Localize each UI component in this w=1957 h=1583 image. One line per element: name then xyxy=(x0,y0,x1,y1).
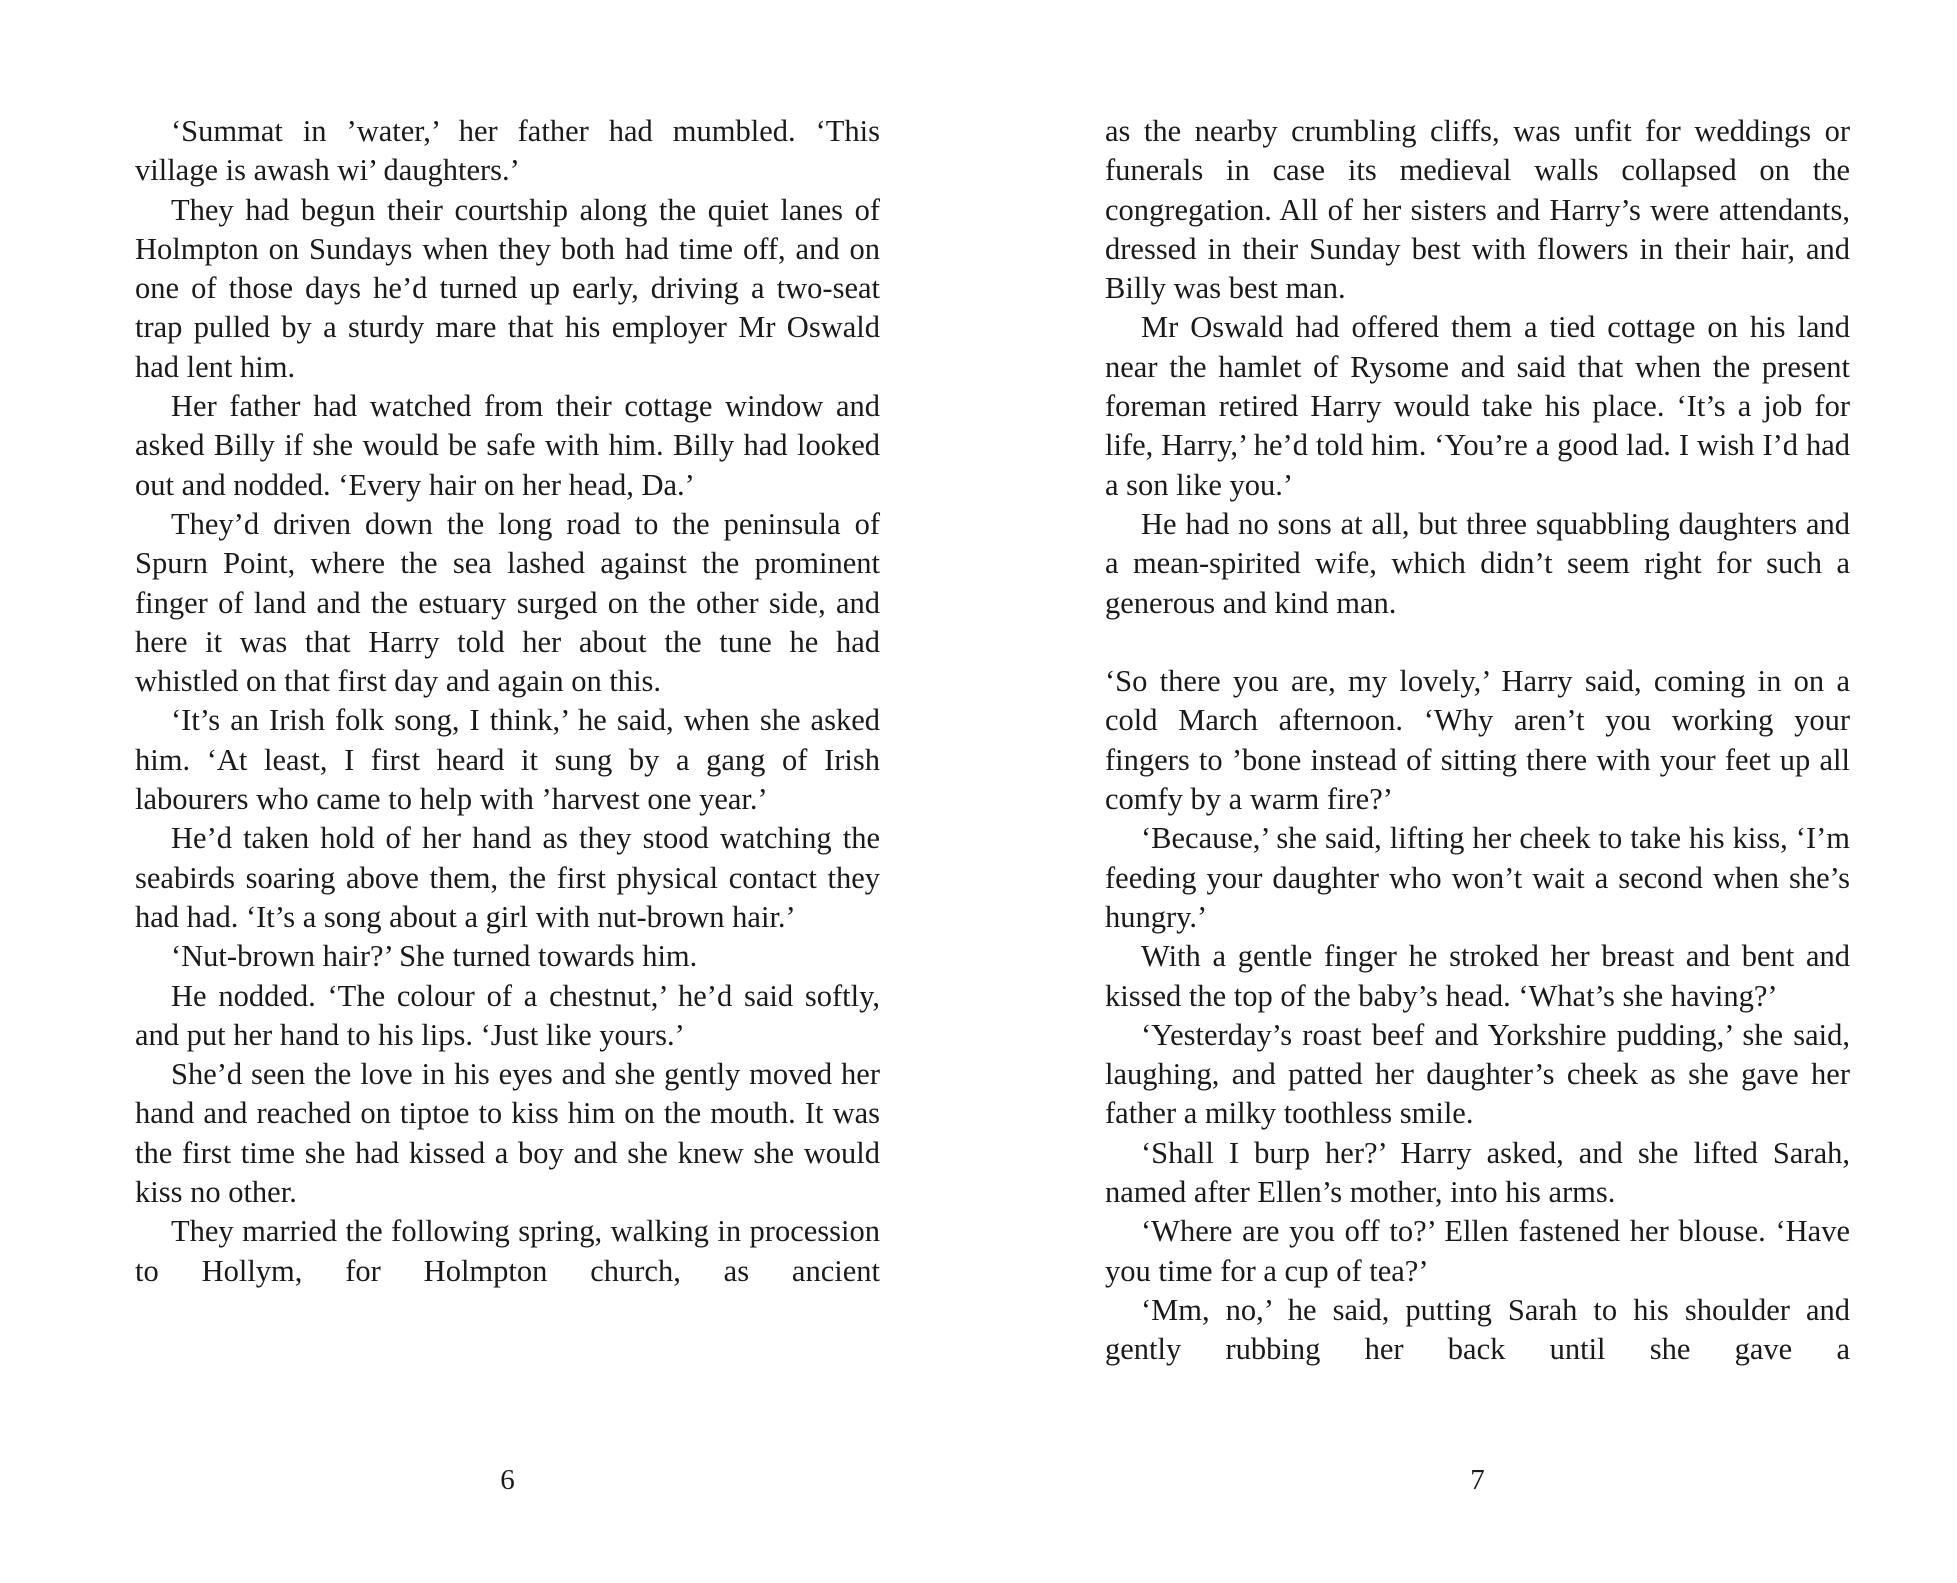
paragraph: They had begun their courtship along the quiet lanes of Holmpton on Sundays when they both had time off, and on one of those days he’d turned up early, driving a two-seat trap pulled by a sturdy mare that his employer Mr Oswald had lent him. xyxy=(135,192,880,384)
paragraph: She’d seen the love in his eyes and she gently moved her hand and reached on tiptoe to kiss him on the mouth. It was the first time she had kissed a boy and she knew she would kiss no other. xyxy=(135,1057,880,1210)
paragraph: ‘Summat in ’water,’ her father had mumbled. ‘This village is awash wi’ daughters.’ xyxy=(135,114,880,188)
left-page-text xyxy=(135,112,880,1291)
paragraph: They’d driven down the long road to the peninsula of Spurn Point, where the sea lashed against the prominent finger of land and the estuary surged on the other side, and here it was that Harry told her about the tune he had whistled on that first day and again on this. xyxy=(135,506,880,699)
paragraph: He nodded. ‘The colour of a chestnut,’ he’d said softly, and put her hand to his lips. ‘Just like yours.’ xyxy=(135,978,880,1052)
paragraph: ‘Mm, no,’ he said, putting Sarah to his shoulder and gently rubbing her back until she gave a xyxy=(1105,1292,1850,1367)
paragraph: ‘It’s an Irish folk song, I think,’ he said, when she asked him. ‘At least, I first heard it sung by a gang of Irish labourers who came to help with ’harvest one year.’ xyxy=(135,703,880,817)
paragraph: ‘So there you are, my lovely,’ Harry said, coming in on a cold March afternoon. ‘Why aren’t you working your fingers to ’bone instead of sitting there with your feet up all comfy by a warm fire?’ xyxy=(1105,664,1850,817)
paragraph: Her father had watched from their cottage window and asked Billy if she would be safe with him. Billy had looked out and nodded. ‘Every hair on her head, Da.’ xyxy=(135,389,880,502)
paragraph: ‘Shall I burp her?’ Harry asked, and she lifted Sarah, named after Ellen’s mother, into his arms. xyxy=(1105,1135,1850,1210)
paragraph: They married the following spring, walking in procession to Hollym, for Holmpton church, as ancient xyxy=(135,1214,880,1288)
paragraph: ‘Because,’ she said, lifting her cheek to take his kiss, ‘I’m feeding your daughter who won’t wait a second when she’s hungry.’ xyxy=(1105,821,1850,934)
right-page-text xyxy=(1105,112,1850,1370)
paragraph: He’d taken hold of her hand as they stood watching the seabirds soaring above them, the first physical contact they had had. ‘It’s a song about a girl with nut-brown hair.’ xyxy=(135,821,880,934)
page-number-left: 6 xyxy=(500,1464,515,1496)
paragraph: ‘Where are you off to?’ Ellen fastened her blouse. ‘Have you time for a cup of tea?’ xyxy=(1105,1214,1850,1288)
paragraph: With a gentle finger he stroked her breast and bent and kissed the top of the baby’s head. ‘What’s she having?’ xyxy=(1105,939,1850,1013)
page-number-right: 7 xyxy=(1470,1464,1485,1496)
paragraph: as the nearby crumbling cliffs, was unfit for weddings or funerals in case its medieval walls collapsed on the congregation. All of her sisters and Harry’s were attendants, dressed in their Sunday best with flowers in their hair, and Billy was best man. xyxy=(1105,114,1850,306)
paragraph: He had no sons at all, but three squabbling daughters and a mean-spirited wife, which didn’t seem right for such a generous and kind man. xyxy=(1105,506,1850,620)
paragraph: ‘Nut-brown hair?’ She turned towards him. xyxy=(171,939,698,974)
paragraph: Mr Oswald had offered them a tied cottage on his land near the hamlet of Rysome and said that when the present foreman retired Harry would take his place. ‘It’s a job for life, Harry,’ he’d told him. ‘You’re a good lad. I wish I’d had a son like you.’ xyxy=(1105,310,1850,502)
paragraph: ‘Yesterday’s roast beef and Yorkshire pudding,’ she said, laughing, and patted her daughter’s cheek as she gave her father a milky toothless smile. xyxy=(1105,1017,1850,1131)
